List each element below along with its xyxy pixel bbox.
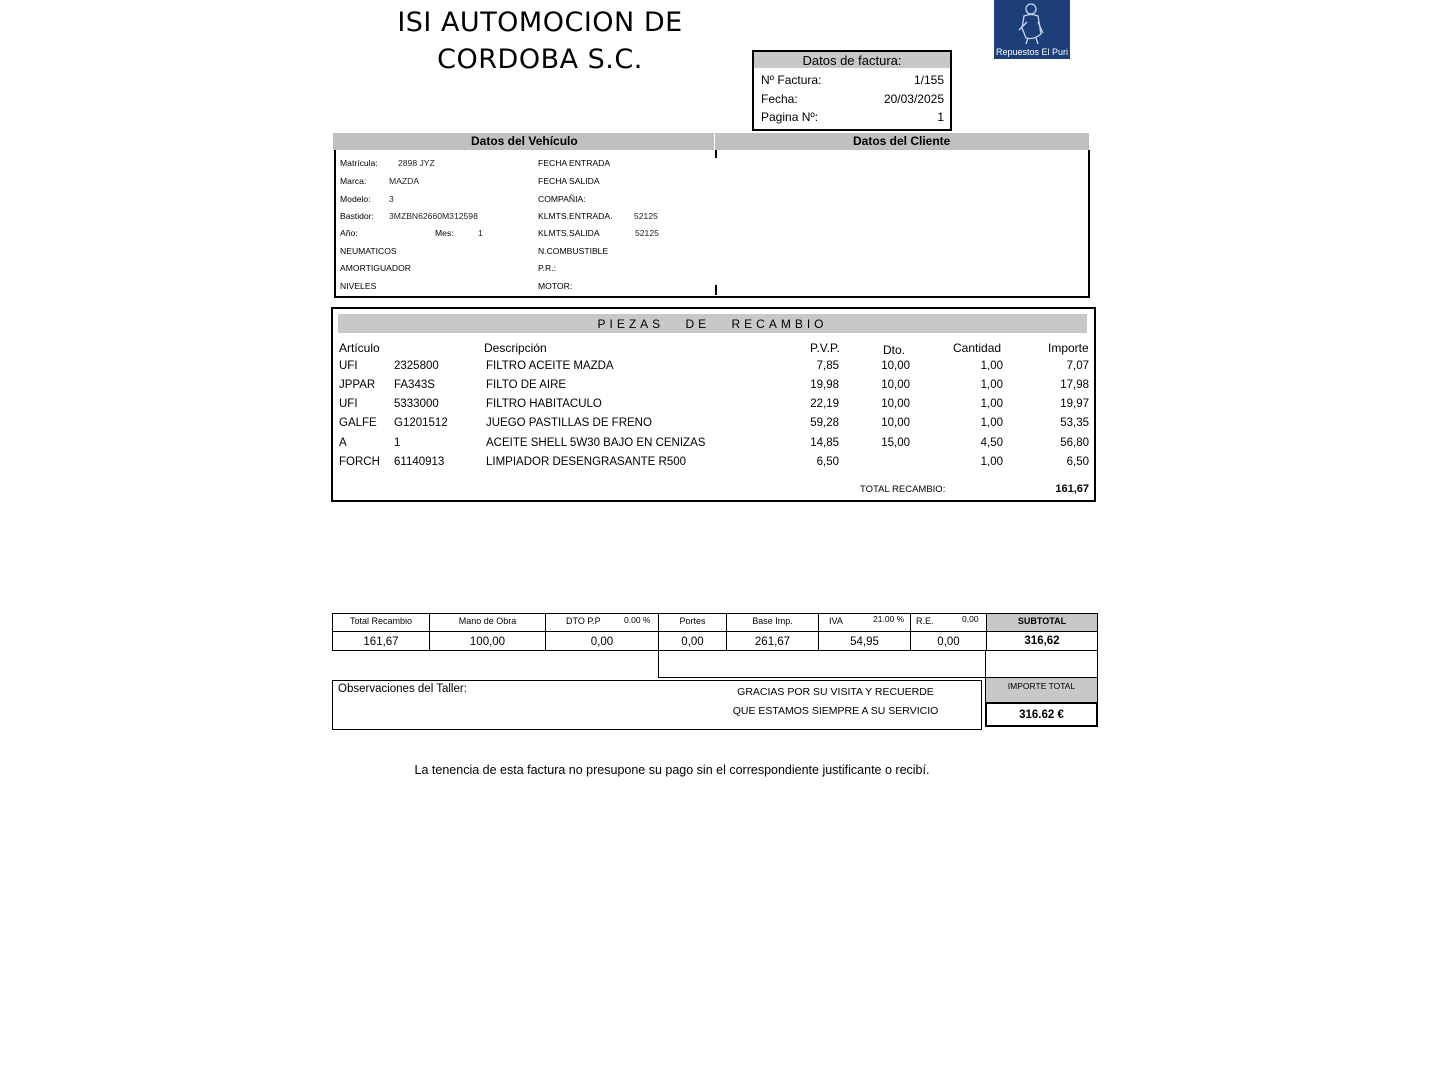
row-pvp: 22,19 bbox=[810, 398, 839, 410]
vin-value: 3MZBN62660M312598 bbox=[389, 211, 478, 221]
vehicle-client-header bbox=[333, 133, 1089, 150]
row-amount: 53,35 bbox=[1060, 417, 1089, 429]
client-header: Datos del Cliente bbox=[853, 134, 951, 148]
dto-pp-value: 0,00 bbox=[590, 636, 614, 648]
model-label: Modelo: bbox=[340, 194, 371, 204]
subtotal-header: SUBTOTAL bbox=[986, 613, 1098, 632]
re-header: R.E. 0,00 bbox=[910, 613, 987, 632]
col-pvp: P.V.P. bbox=[810, 341, 840, 355]
labor-value: 100,00 bbox=[469, 636, 506, 648]
row-desc: FILTRO ACEITE MAZDA bbox=[486, 360, 614, 372]
row-ref: 1 bbox=[394, 437, 401, 449]
base-value: 261,67 bbox=[754, 636, 791, 648]
row-brand: A bbox=[339, 437, 347, 449]
base-header: Base Imp. bbox=[726, 613, 819, 632]
row-pvp: 14,85 bbox=[810, 437, 839, 449]
row-dto: 10,00 bbox=[881, 379, 910, 391]
observations-line1: GRACIAS POR SU VISITA Y RECUERDE bbox=[737, 686, 934, 698]
fuel-label: N.COMBUSTIBLE bbox=[538, 246, 609, 256]
brand-label: Marca: bbox=[340, 176, 367, 186]
row-ref: 5333000 bbox=[394, 398, 439, 410]
total-parts-label: TOTAL RECAMBIO: bbox=[860, 484, 946, 495]
row-brand: GALFE bbox=[339, 417, 377, 429]
plate-label: Matrícula: bbox=[340, 158, 378, 168]
engine-label: MOTOR: bbox=[538, 281, 573, 291]
row-desc: LIMPIADOR DESENGRASANTE R500 bbox=[486, 456, 687, 468]
invoice-number-row bbox=[761, 73, 944, 87]
total-recambio-value: 161,67 bbox=[363, 636, 399, 648]
vat-header: IVA 21.00 % bbox=[818, 613, 911, 632]
month-value: 1 bbox=[478, 228, 483, 238]
shipping-value: 0,00 bbox=[681, 636, 704, 648]
model-value: 3 bbox=[389, 194, 394, 204]
invoice-page: 1 bbox=[937, 110, 944, 124]
vehicle-box bbox=[334, 150, 1090, 298]
re-value: 0,00 bbox=[937, 636, 960, 648]
company-name-line1: ISI AUTOMOCION DE bbox=[397, 7, 683, 38]
col-amount: Importe bbox=[1048, 341, 1089, 355]
row-qty: 1,00 bbox=[980, 360, 1003, 372]
row-brand: FORCH bbox=[339, 456, 380, 468]
invoice-date: 20/03/2025 bbox=[883, 92, 944, 106]
invoice-data-header: Datos de factura: bbox=[754, 52, 950, 68]
year-label: Año: bbox=[340, 228, 358, 238]
row-dto: 10,00 bbox=[881, 417, 910, 429]
col-description: Descripción bbox=[484, 341, 547, 355]
row-dto: 10,00 bbox=[881, 360, 910, 372]
totals-table bbox=[332, 613, 1098, 651]
row-pvp: 7,85 bbox=[816, 360, 839, 372]
row-pvp: 59,28 bbox=[810, 417, 839, 429]
col-quantity: Cantidad bbox=[953, 341, 1002, 355]
observations-label: Observaciones del Taller: bbox=[338, 683, 467, 695]
row-ref: 2325800 bbox=[394, 360, 439, 372]
footer-note: La tenencia de esta factura no presupone su pago sin el correspondiente justificante o recibí. bbox=[414, 763, 930, 777]
row-amount: 6,50 bbox=[1066, 456, 1089, 468]
subtotal-value: 316,62 bbox=[1024, 635, 1060, 647]
total-recambio-header: Total Recambio bbox=[332, 613, 430, 632]
row-pvp: 19,98 bbox=[810, 379, 839, 391]
col-discount: Dto. bbox=[883, 343, 906, 357]
row-qty: 1,00 bbox=[980, 456, 1003, 468]
row-ref: G1201512 bbox=[394, 417, 448, 429]
labor-header: Mano de Obra bbox=[429, 613, 546, 632]
total-amount-header bbox=[985, 677, 1098, 703]
km-exit-label: KLMTS.SALIDA bbox=[538, 228, 600, 238]
total-parts-value: 161,67 bbox=[1055, 483, 1089, 495]
km-entry-label: KLMTS.ENTRADA. bbox=[538, 211, 613, 221]
row-amount: 56,80 bbox=[1060, 437, 1089, 449]
parts-title: PIEZAS DE RECAMBIO bbox=[338, 314, 1087, 333]
observations-box bbox=[332, 680, 982, 730]
levels-label: NIVELES bbox=[340, 281, 377, 291]
row-desc: ACEITE SHELL 5W30 BAJO EN CENIZAS bbox=[486, 437, 706, 449]
blank-box bbox=[658, 650, 986, 678]
shocks-label: AMORTIGUADOR bbox=[340, 263, 411, 273]
invoice-page-row bbox=[761, 110, 944, 124]
row-ref: FA343S bbox=[394, 379, 435, 391]
vat-value: 54,95 bbox=[850, 636, 879, 648]
pr-label: P.R.: bbox=[538, 263, 556, 273]
total-amount-value: 316.62 € bbox=[1019, 709, 1064, 721]
dto-pp-percent: 0.00 % bbox=[624, 615, 651, 625]
parts-table bbox=[331, 307, 1096, 502]
logo-text: Repuestos El Puri bbox=[995, 47, 1069, 57]
row-desc: JUEGO PASTILLAS DE FRENO bbox=[486, 417, 652, 429]
row-dto: 15,00 bbox=[881, 437, 910, 449]
km-exit-value: 52125 bbox=[635, 228, 659, 238]
vehicle-header: Datos del Vehículo bbox=[471, 134, 578, 148]
re-percent: 0,00 bbox=[962, 614, 979, 624]
company-name bbox=[340, 4, 740, 78]
invoice-page-label: Pagina Nº: bbox=[761, 110, 819, 124]
exit-date-label: FECHA SALIDA bbox=[538, 176, 600, 186]
row-qty: 1,00 bbox=[980, 417, 1003, 429]
invoice-date-label: Fecha: bbox=[761, 92, 798, 106]
total-amount-cell bbox=[985, 702, 1098, 727]
row-amount: 19,97 bbox=[1060, 398, 1089, 410]
row-qty: 4,50 bbox=[980, 437, 1003, 449]
mechanic-logo-icon bbox=[994, 0, 1070, 46]
entry-date-label: FECHA ENTRADA bbox=[538, 158, 611, 168]
invoice-date-row bbox=[761, 92, 944, 106]
shipping-header: Portes bbox=[658, 613, 727, 632]
observations-line2: QUE ESTAMOS SIEMPRE A SU SERVICIO bbox=[732, 705, 939, 717]
row-qty: 1,00 bbox=[980, 379, 1003, 391]
total-amount-label: IMPORTE TOTAL bbox=[1007, 681, 1076, 691]
vat-percent: 21.00 % bbox=[873, 614, 905, 624]
invoice-data-box bbox=[752, 50, 952, 131]
company-label: COMPAÑIA: bbox=[538, 194, 586, 204]
col-article: Artículo bbox=[339, 341, 380, 355]
month-label: Mes: bbox=[435, 228, 454, 238]
row-pvp: 6,50 bbox=[816, 456, 839, 468]
row-brand: UFI bbox=[339, 360, 358, 372]
blank-box-right bbox=[985, 650, 1098, 678]
row-dto: 10,00 bbox=[881, 398, 910, 410]
brand-value: MAZDA bbox=[389, 176, 420, 186]
row-amount: 17,98 bbox=[1060, 379, 1089, 391]
invoice-number-label: Nº Factura: bbox=[761, 73, 822, 87]
km-entry-value: 52125 bbox=[634, 211, 658, 221]
company-name-line2: CORDOBA S.C. bbox=[437, 44, 643, 75]
plate-value: 2898 JYZ bbox=[398, 158, 435, 168]
row-brand: UFI bbox=[339, 398, 358, 410]
row-desc: FILTO DE AIRE bbox=[486, 379, 567, 391]
row-brand: JPPAR bbox=[339, 379, 376, 391]
row-desc: FILTRO HABITACULO bbox=[486, 398, 602, 410]
tires-label: NEUMATICOS bbox=[340, 246, 397, 256]
company-logo bbox=[994, 0, 1070, 59]
row-ref: 61140913 bbox=[394, 456, 445, 468]
invoice-number: 1/155 bbox=[913, 73, 944, 87]
dto-pp-header: DTO P.P 0.00 % bbox=[545, 613, 659, 632]
row-amount: 7,07 bbox=[1066, 360, 1089, 372]
row-qty: 1,00 bbox=[980, 398, 1003, 410]
vin-label: Bastidor: bbox=[340, 211, 374, 221]
